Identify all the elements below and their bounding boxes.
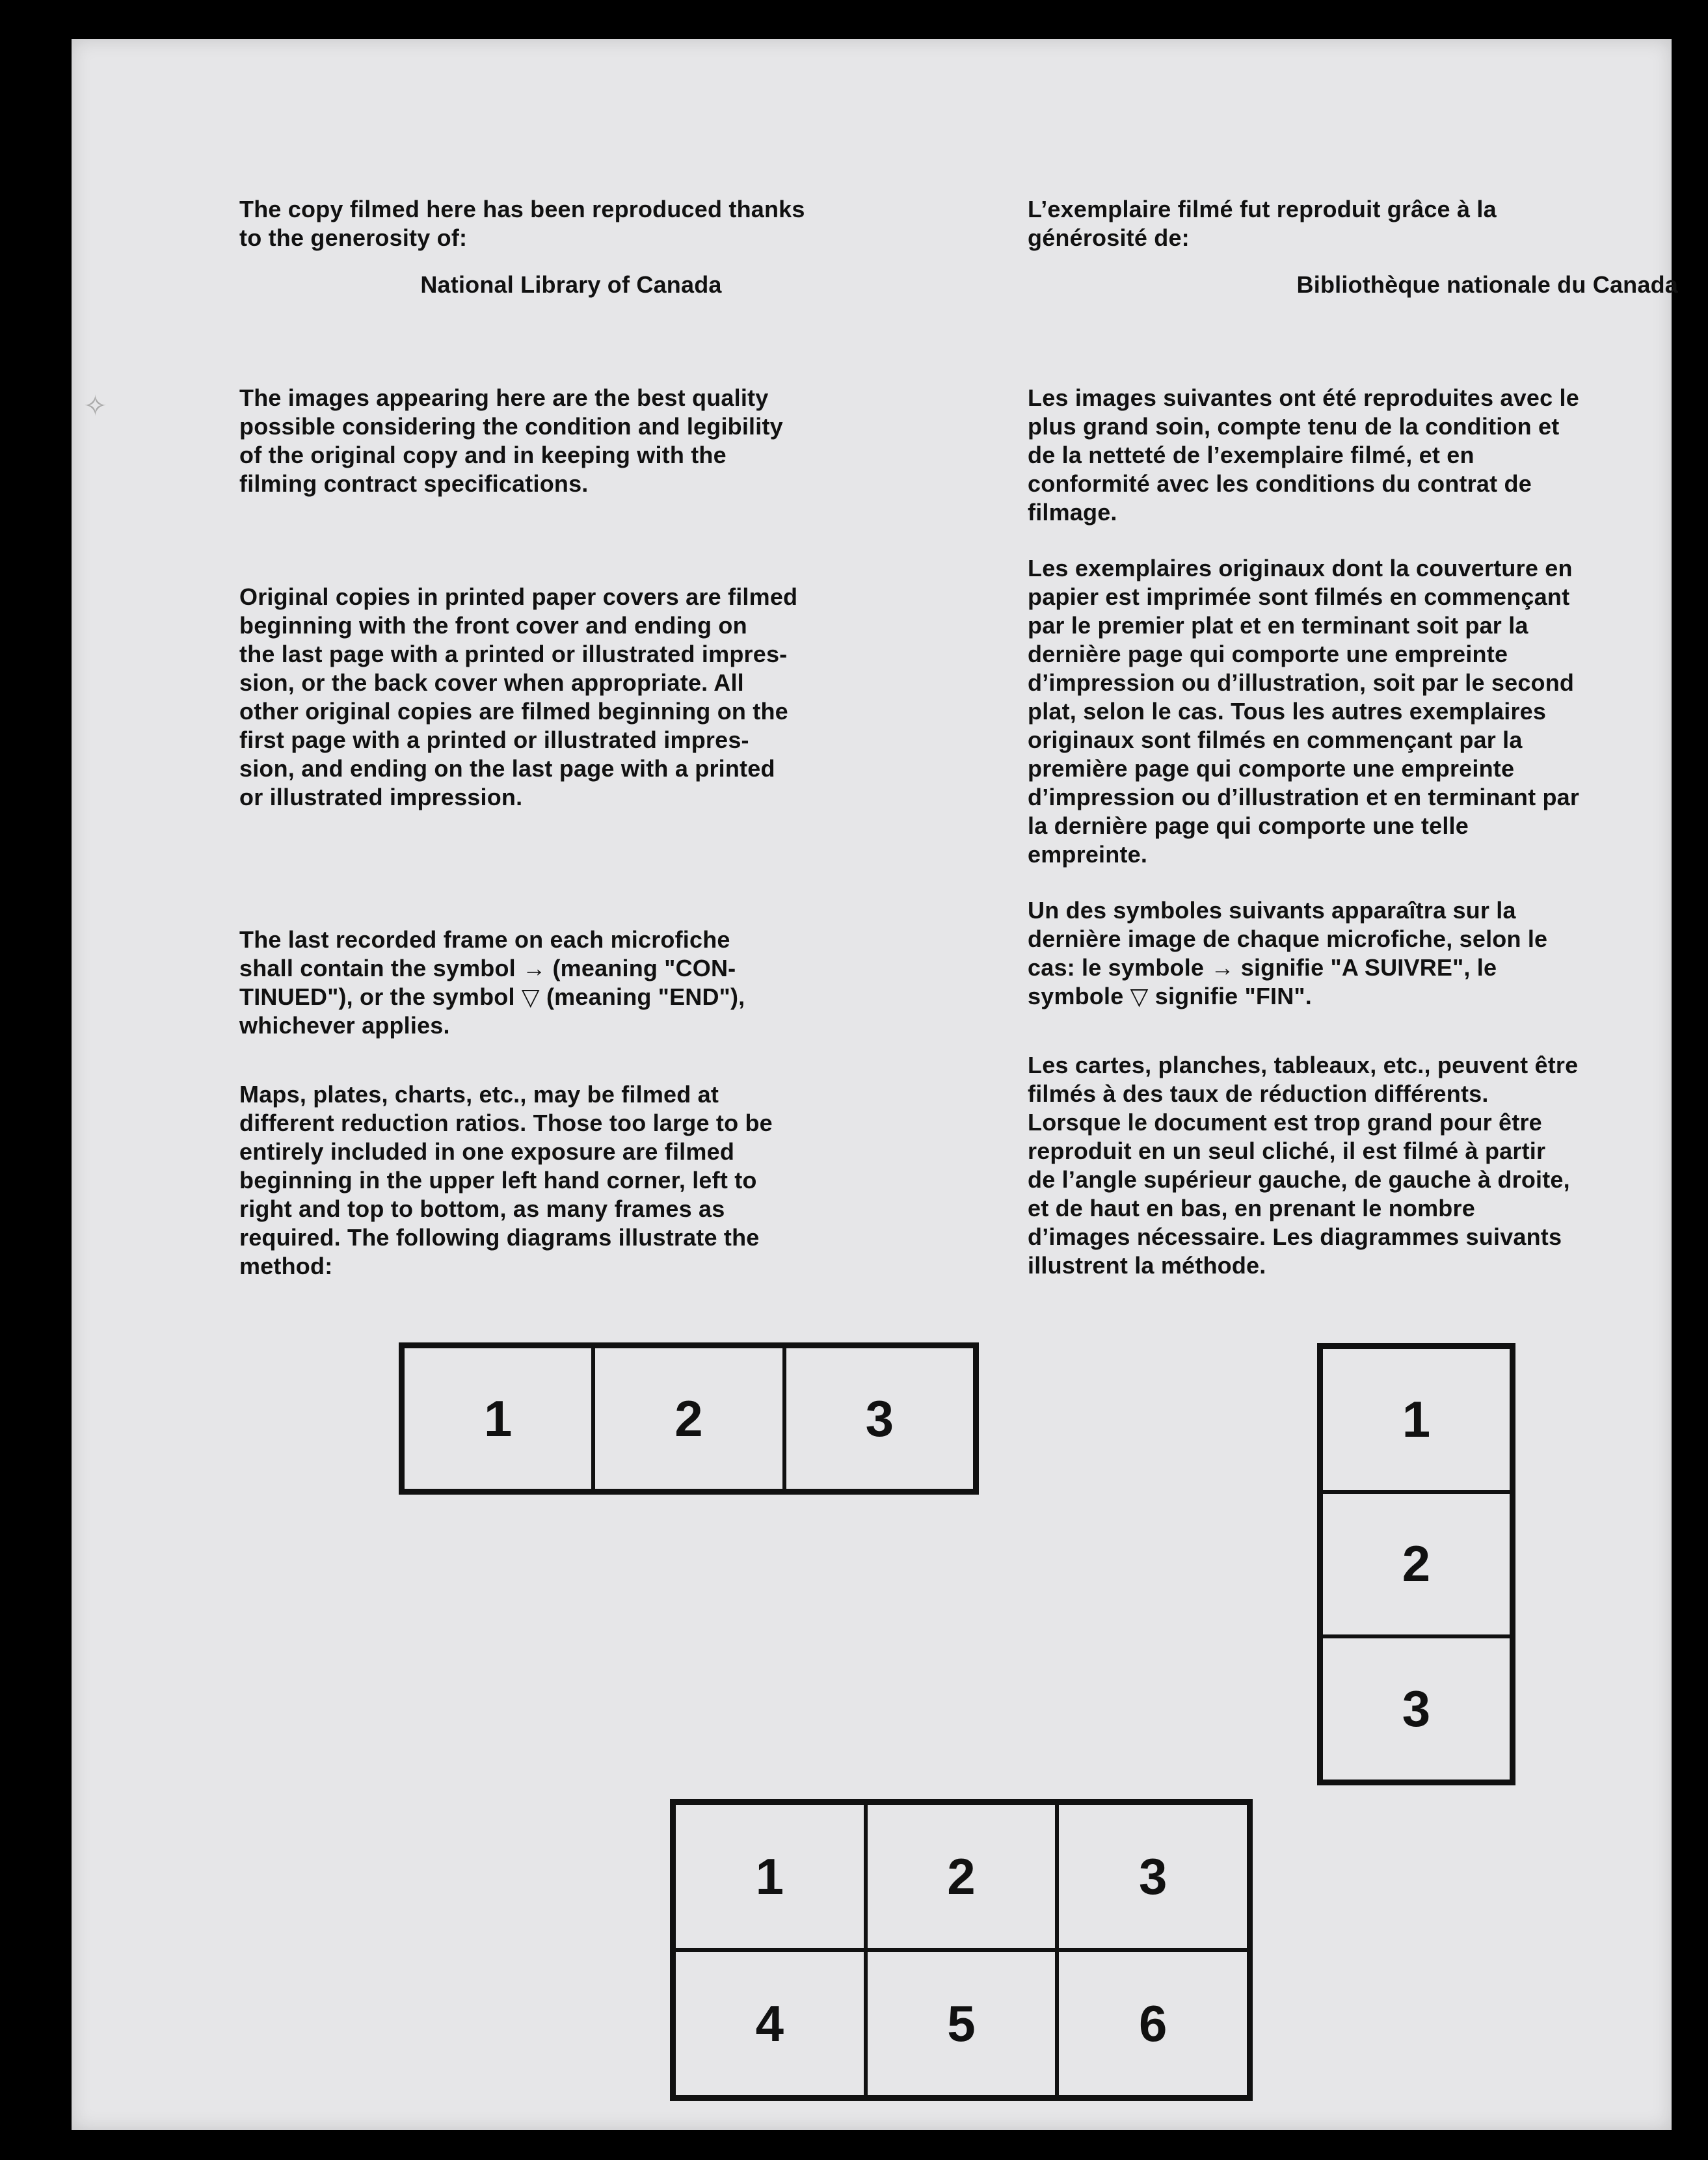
english-column xyxy=(239,195,903,1281)
grid-frames-diagram xyxy=(670,1799,1253,2101)
credit-text: Bibliothèque nationale du Canada xyxy=(1296,271,1678,298)
frame-cell: 1 xyxy=(1321,1347,1512,1492)
frame-cell: 3 xyxy=(784,1346,975,1491)
intro-text: L’exemplaire filmé fut reproduit grâce à la générosité de: xyxy=(1028,196,1497,251)
frame-cell: 5 xyxy=(866,1950,1058,2097)
frame-cell: 4 xyxy=(674,1950,866,2097)
frame-cell: 6 xyxy=(1057,1950,1249,2097)
horizontal-frames-diagram xyxy=(399,1342,979,1495)
credit-text: National Library of Canada xyxy=(420,271,722,298)
document-page xyxy=(72,39,1678,2130)
vertical-frames-diagram xyxy=(1317,1343,1515,1785)
maps-paragraph: Maps, plates, charts, etc., may be filmed at different reduction ratios. Those too large to be entirely included in one exposure are filmed beginning in the upper left hand corner, left to right and top to bottom, as many frames as required. The following diagrams illustrate the method: xyxy=(239,1081,773,1279)
intro-text: The copy filmed here has been reproduced thanks to the generosity of: xyxy=(239,196,805,251)
symbols-paragraph: Un des symboles suivants apparaîtra sur la dernière image de chaque microfiche, selon le cas: le symbole → signifie "A SUIVRE", le symbole ▽ signifie "FIN". xyxy=(1028,897,1548,1009)
quality-paragraph: The images appearing here are the best quality possible considering the condition and legibility of the original copy and in keeping with the filming contract specifications. xyxy=(239,384,783,497)
covers-paragraph: Les exemplaires originaux dont la couverture en papier est imprimée sont filmés en commençant par le premier plat et en terminant soit par la dernière page qui comporte une empreinte d’impression ou d’illustration, soit par le second plat, selon le cas. Tous les autres exemplaires originaux sont filmés en commençant par la première page qui comporte une empreinte d’impression ou d’illustration et en terminant par la dernière page qui comporte une telle empreinte. xyxy=(1028,555,1580,868)
covers-paragraph: Original copies in printed paper covers are filmed beginning with the front cover and ending on the last page with a printed or illustrated impres- sion, or the back cover when appropriate. All other original copies are filmed beginning on the first page with a printed or illustrated impres- sion, and ending on the last page with a printed or illustrated impression. xyxy=(239,583,798,810)
frame-cell: 3 xyxy=(1057,1803,1249,1950)
quality-paragraph: Les images suivantes ont été reproduites avec le plus grand soin, compte tenu de la condition et de la netteté de l’exemplaire filmé, et en conformité avec les conditions du contrat de filmage. xyxy=(1028,384,1579,526)
frame-cell: 3 xyxy=(1321,1636,1512,1781)
french-column xyxy=(1028,195,1678,1280)
maps-paragraph: Les cartes, planches, tableaux, etc., peuvent être filmés à des taux de réduction différents. Lorsque le document est trop grand pour être reproduit en un seul cliché, il est filmé à partir de l’angle supérieur gauche, de gauche à droite, et de haut en bas, en prenant le nombre d’images nécessaire. Les diagrammes suivants illustrent la méthode. xyxy=(1028,1052,1579,1279)
frame-cell: 1 xyxy=(403,1346,593,1491)
frame-cell: 1 xyxy=(674,1803,866,1950)
frame-cell: 2 xyxy=(866,1803,1058,1950)
frame-cell: 2 xyxy=(1321,1492,1512,1637)
frame-cell: 2 xyxy=(593,1346,784,1491)
scratch-mark-icon: ✧ xyxy=(83,390,107,422)
symbols-paragraph: The last recorded frame on each microfiche shall contain the symbol → (meaning "CON- TINUED"), or the symbol ▽ (meaning "END"), whichever applies. xyxy=(239,926,745,1039)
